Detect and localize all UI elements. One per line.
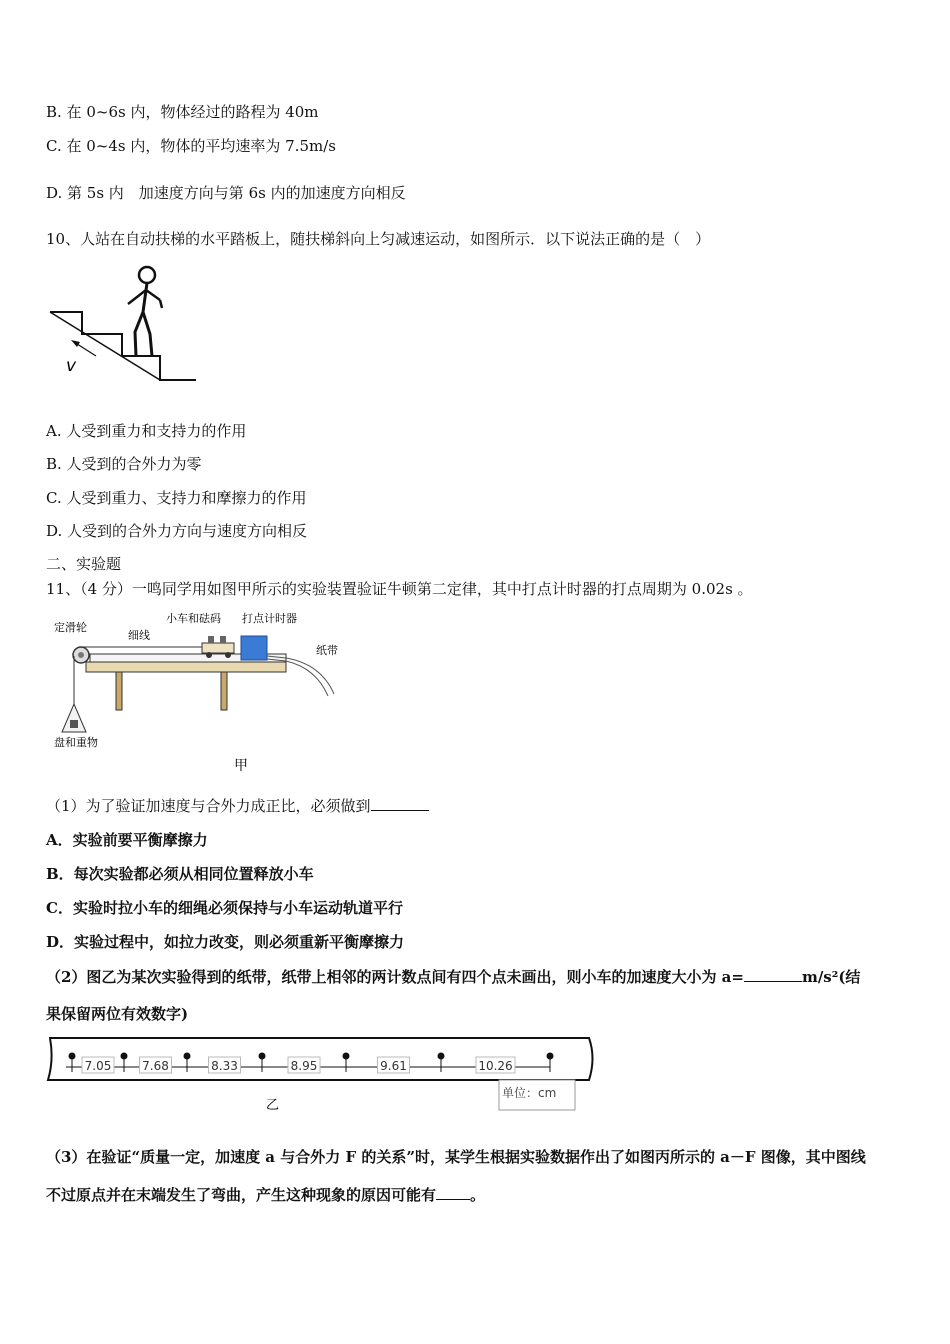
escalator-figure [44, 260, 204, 390]
q11-part3-line2: 不过原点并在末端发生了弯曲，产生这种现象的原因可能有 。 [46, 1186, 486, 1204]
velocity-label: v [66, 356, 77, 376]
tape-segment-label: 7.05 [84, 1059, 112, 1073]
caption-jia: 甲 [234, 758, 248, 774]
velocity-arrow-icon [71, 340, 96, 356]
q10-option-b: B. 人受到的合外力为零 [46, 455, 202, 473]
q10-option-d: D. 人受到的合外力方向与速度方向相反 [46, 522, 308, 540]
label-pulley: 定滑轮 [54, 621, 87, 634]
q10-option-a: A. 人受到重力和支持力的作用 [46, 422, 247, 440]
tape-segment-label: 10.26 [478, 1059, 513, 1073]
q10-stem: 10、人站在自动扶梯的水平踏板上，随扶梯斜向上匀减速运动，如图所示．以下说法正确的是（ ） [46, 230, 711, 248]
caption-yi: 乙 [266, 1098, 280, 1113]
q11-part2-stem-line2: 果保留两位有效数字) [46, 1005, 189, 1023]
q11-part1-option-d: D．实验过程中，如拉力改变，则必须重新平衡摩擦力 [46, 933, 405, 951]
tape-segment-label: 9.61 [380, 1059, 407, 1073]
tape-segment-label: 7.68 [142, 1059, 169, 1073]
q11-part1-stem: （1）为了验证加速度与合外力成正比，必须做到 [46, 796, 429, 816]
timer-icon [241, 636, 267, 660]
weight-pan-icon [62, 704, 86, 732]
q11-part3-line1: （3）在验证“质量一定，加速度 a 与合外力 F 的关系”时，某学生根据实验数据作出了如图丙所示的 a－F 图像，其中图线 [46, 1148, 866, 1166]
tape-segment-label: 8.95 [290, 1059, 318, 1073]
pulley-icon [73, 647, 89, 663]
label-string: 细线 [128, 629, 150, 642]
apparatus-figure-jia [46, 606, 366, 776]
section-title: 二、实验题 [46, 555, 122, 573]
q9-option-c: C. 在 0~4s 内，物体的平均速率为 7.5m/s [46, 137, 336, 155]
tape-segment-label: 8.33 [211, 1059, 238, 1073]
q11-stem: 11、（4 分）一鸣同学用如图甲所示的实验装置验证牛顿第二定律，其中打点计时器的打点周期为 0.02s 。 [46, 580, 753, 598]
label-tape: 纸带 [316, 644, 338, 657]
label-cart: 小车和砝码 [166, 612, 221, 625]
q10-option-c: C. 人受到重力、支持力和摩擦力的作用 [46, 489, 307, 507]
label-timer: 打点计时器 [242, 612, 297, 625]
tape-unit: 单位：cm [502, 1086, 557, 1100]
person-icon [128, 267, 162, 356]
q11-part1-option-b: B．每次实验都必须从相同位置释放小车 [46, 865, 314, 883]
q9-option-b: B. 在 0~6s 内，物体经过的路程为 40m [46, 103, 319, 121]
paper-tape-figure-yi [44, 1030, 596, 1118]
q11-part2-stem: （2）图乙为某次实验得到的纸带，纸带上相邻的两计数点间有四个点未画出，则小车的加速度大小为 a= m/s²(结 [46, 968, 861, 986]
q11-part1-option-a: A．实验前要平衡摩擦力 [46, 831, 208, 849]
q11-part1-option-c: C．实验时拉小车的细绳必须保持与小车运动轨道平行 [46, 899, 403, 917]
q9-option-d: D. 第 5s 内 加速度方向与第 6s 内的加速度方向相反 [46, 184, 406, 202]
label-weight: 盘和重物 [54, 736, 98, 749]
